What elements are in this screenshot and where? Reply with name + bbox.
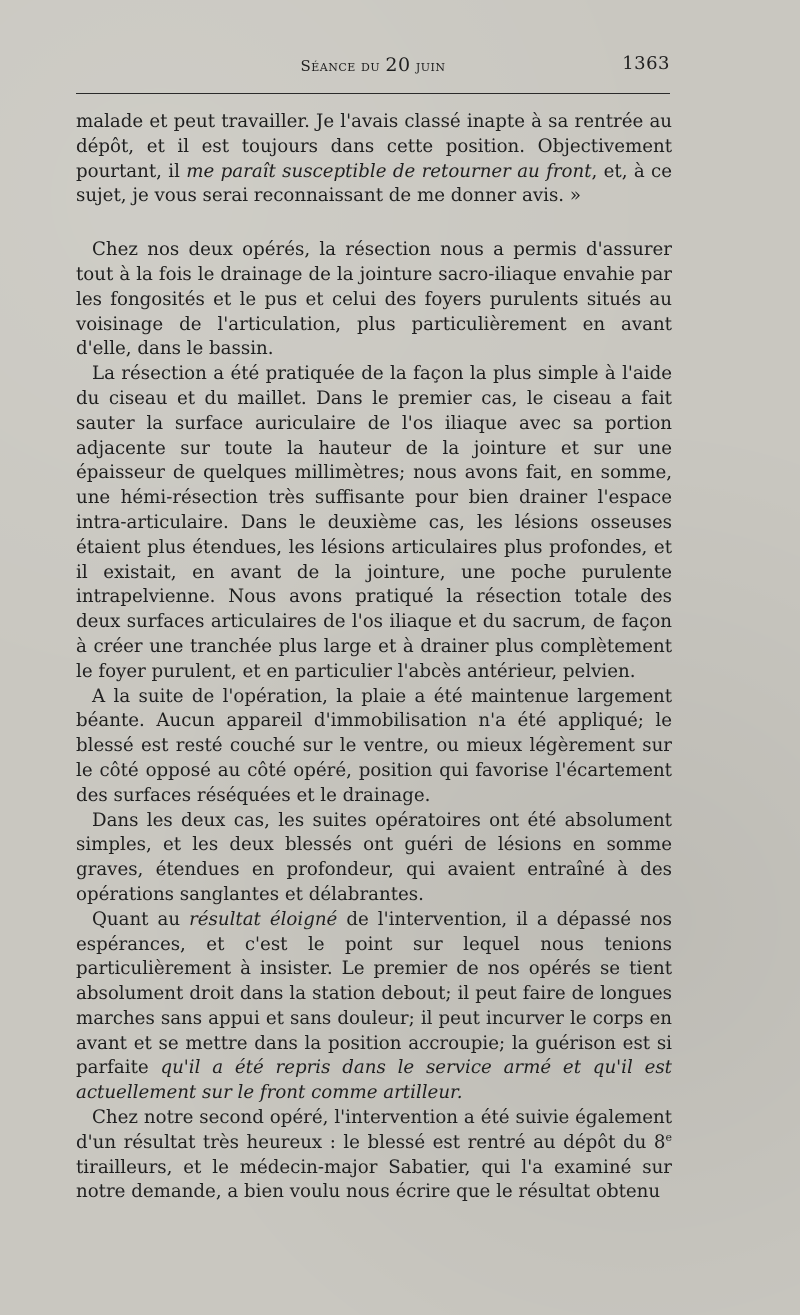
paragraph-6 <box>76 908 672 1106</box>
paragraph-2: Chez nos deux opérés, la résection nous a permis d'assurer tout à la fois le drainage de la jointure sacro-iliaque envahie par les fongosités et le pus et celui des foyers purulents situés au voisinage de l'articulation, plus particulièrement en avant d'elle, dans le bassin. <box>76 239 672 360</box>
p7-superscript: e <box>665 1130 672 1144</box>
title-day: 20 <box>385 54 411 76</box>
page-number: 1363 <box>622 53 670 74</box>
body-text <box>76 110 672 1205</box>
paragraph-3: La résection a été pratiquée de la façon la plus simple à l'aide du ciseau et du maillet. Dans le premier cas, le ciseau a fait sauter la surface auriculaire de l'os iliaque avec sa portion adjacente sur toute la hauteur de la jointure et sur une épaisseur de quelques millimètres; nous avons fait, en somme, une hémi-résection très suffisante pour bien drainer l'espace intra-articulaire. Dans le deuxième cas, les lésions osseuses étaient plus étendues, les lésions articulaires plus profondes, et il existait, en avant de la jointure, une poche purulente intrapelvienne. Nous avons pratiqué la résection totale des deux surfaces articulaires de l'os iliaque et du sacrum, de façon à créer une tranchée plus large et à drainer plus complètement le foyer purulent, et en particulier l'abcès antérieur, pelvien. <box>76 363 672 682</box>
p6-italic-2: qu'il a été repris dans le service armé et qu'il est actuellement sur le front comme artilleur. <box>76 1057 672 1104</box>
paragraph-7 <box>76 1106 672 1205</box>
paragraph-5: Dans les deux cas, les suites opératoires ont été absolument simples, et les deux blessés ont guéri de lésions en somme graves, étendues en profondeur, qui avaient entraîné à des opérations sanglantes et délabrantes. <box>76 809 672 905</box>
title-month: juin <box>410 57 446 75</box>
p1-text-1: malade et peut travailler. Je l'avais classé inapte à sa rentrée au dépôt, et il est toujours dans cette position. Objectivement pourtant, il <box>76 111 672 182</box>
header-rule <box>76 93 670 94</box>
paragraph-1 <box>76 110 672 209</box>
running-title <box>76 54 670 76</box>
p7-text-1: Chez notre second opéré, l'intervention a été suivie également d'un résultat très heureux : le blessé est rentré au dépôt du 8 <box>76 1107 672 1153</box>
p7-text-2: tirailleurs, et le médecin-major Sabatier, qui l'a examiné sur notre demande, a bien voulu nous écrire que le résultat obtenu <box>76 1156 672 1203</box>
p1-italic: me paraît susceptible de retourner au front <box>186 160 592 182</box>
paragraph-4: A la suite de l'opération, la plaie a été maintenue largement béante. Aucun appareil d'immobilisation n'a été appliqué; le blessé est resté couché sur le ventre, ou mieux légèrement sur le côté opposé au côté opéré, position qui favorise l'écartement des surfaces réséquées et le drainage. <box>76 685 672 806</box>
p6-text-2: de l'intervention, il a dépassé nos espérances, et c'est le point sur lequel nous tenions particulièrement à insister. Le premier de nos opérés se tient absolument droit dans la station debout; il peut faire de longues marches sans appui et sans douleur; il peut incurver le corps en avant et se mettre dans la position accroupie; la guérison est si parfaite <box>76 908 673 1079</box>
title-text: Séance du <box>300 57 386 75</box>
p1-text-2: , et, à ce sujet, je vous serai reconnaissant de me donner avis. » <box>76 160 673 207</box>
p6-text-1: Quant au <box>92 908 190 930</box>
running-head <box>76 54 670 80</box>
p6-italic-1: résultat éloigné <box>189 908 338 930</box>
